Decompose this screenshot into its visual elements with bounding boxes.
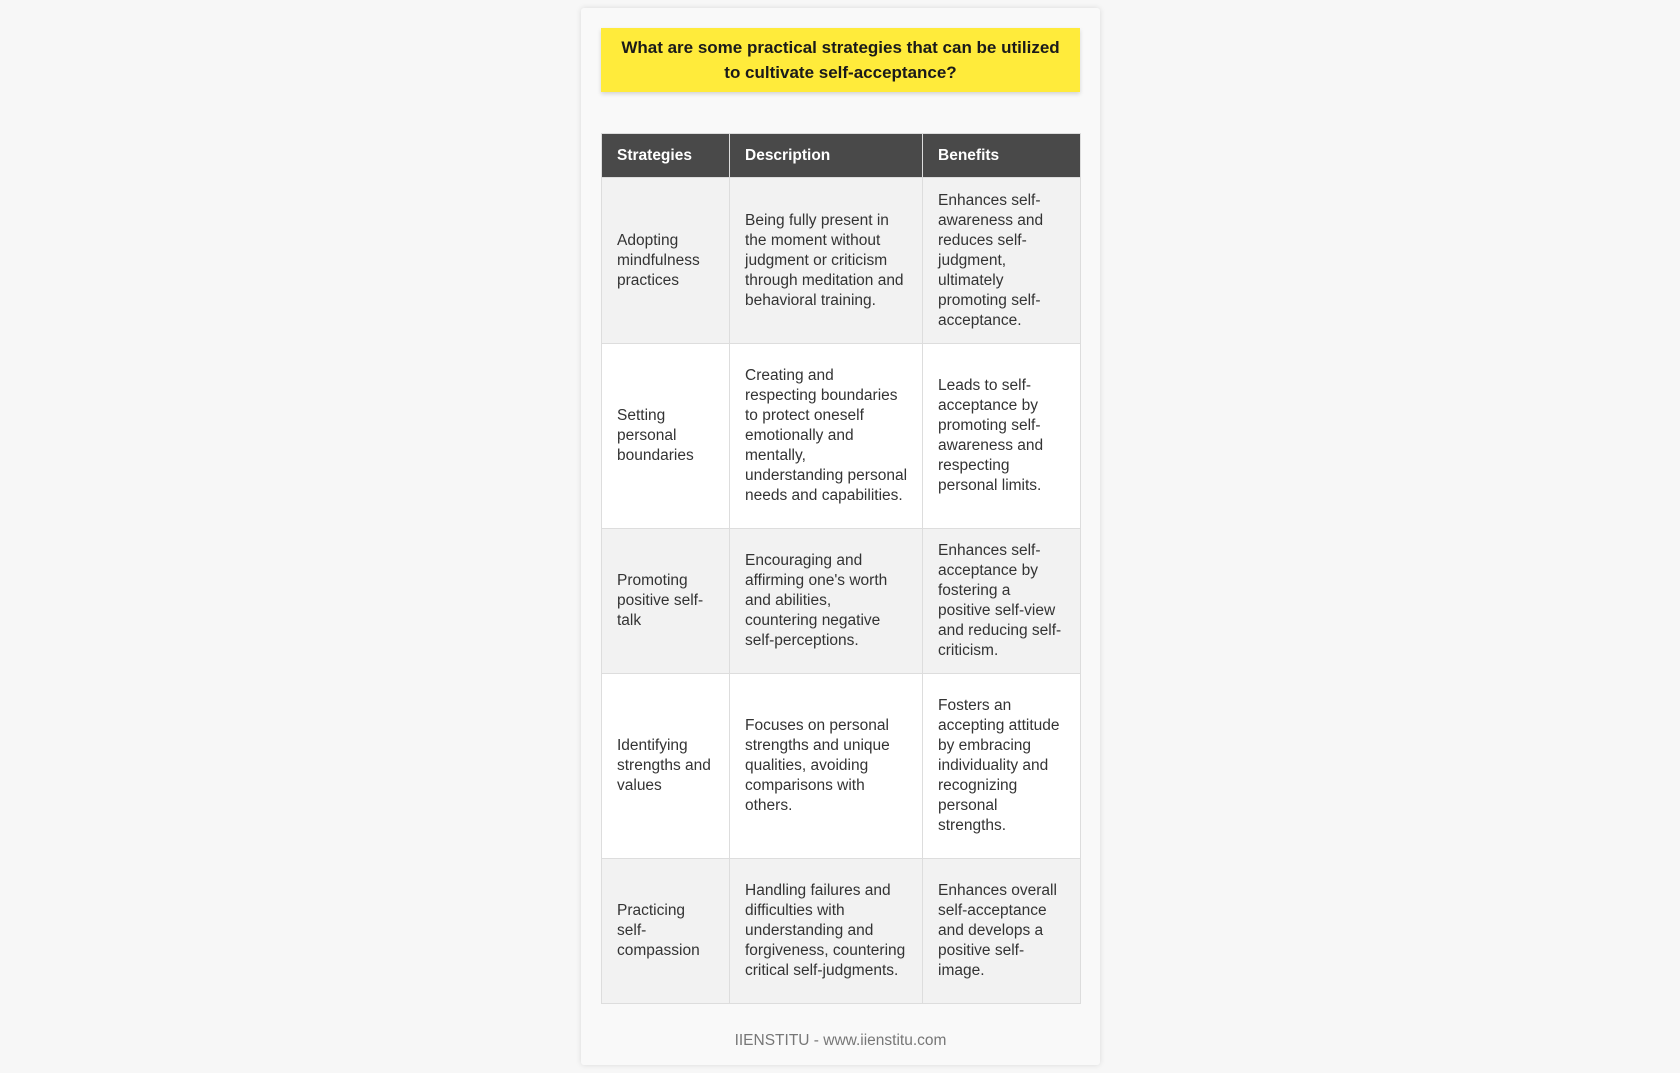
table-header-row: [602, 134, 1081, 178]
strategy-cell: Promoting positive self-talk: [602, 529, 730, 674]
footer-credit: IIENSTITU - www.iienstitu.com: [734, 1032, 947, 1049]
page-title: What are some practical strategies that can be utilized to cultivate self-acceptance?: [621, 38, 1060, 82]
table-row: [602, 529, 1081, 674]
benefits-cell: Enhances overall self-acceptance and develops a positive self-image.: [923, 859, 1081, 1004]
description-cell: Being fully present in the moment without judgment or criticism through meditation and behavioral training.: [730, 178, 923, 344]
header-benefits: Benefits: [923, 134, 1081, 178]
description-cell: Encouraging and affirming one's worth and abilities, countering negative self-perceptions.: [730, 529, 923, 674]
description-cell: Handling failures and difficulties with understanding and forgiveness, countering critical self-judgments.: [730, 859, 923, 1004]
benefits-cell: Enhances self-acceptance by fostering a positive self-view and reducing self-criticism.: [923, 529, 1081, 674]
table-row: [602, 344, 1081, 529]
benefits-cell: Enhances self-awareness and reduces self-judgment, ultimately promoting self-acceptance.: [923, 178, 1081, 344]
benefits-cell: Fosters an accepting attitude by embracing individuality and recognizing personal strengths.: [923, 674, 1081, 859]
title-banner: [601, 28, 1080, 92]
description-cell: Focuses on personal strengths and unique qualities, avoiding comparisons with others.: [730, 674, 923, 859]
table-row: [602, 859, 1081, 1004]
strategy-cell: Setting personal boundaries: [602, 344, 730, 529]
content-card: [581, 8, 1100, 1065]
description-cell: Creating and respecting boundaries to protect oneself emotionally and mentally, understanding personal needs and capabilities.: [730, 344, 923, 529]
strategy-cell: Adopting mindfulness practices: [602, 178, 730, 344]
strategy-cell: Identifying strengths and values: [602, 674, 730, 859]
header-strategies: Strategies: [602, 134, 730, 178]
header-description: Description: [730, 134, 923, 178]
benefits-cell: Leads to self-acceptance by promoting self-awareness and respecting personal limits.: [923, 344, 1081, 529]
strategies-table: [601, 133, 1081, 1004]
table-row: [602, 178, 1081, 344]
strategy-cell: Practicing self-compassion: [602, 859, 730, 1004]
table-row: [602, 674, 1081, 859]
